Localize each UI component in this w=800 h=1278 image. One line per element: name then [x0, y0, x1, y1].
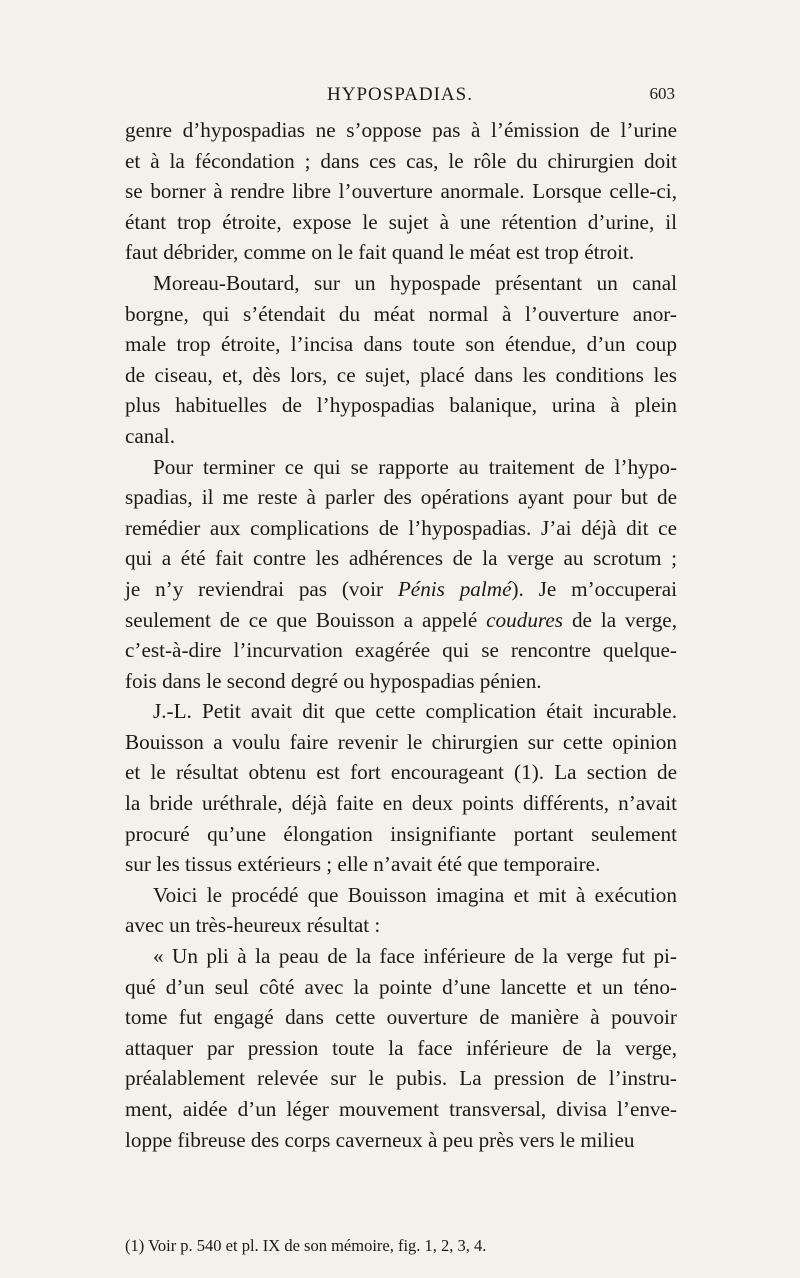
- paragraph: [125, 696, 677, 880]
- text-line: préalablement relevée sur le pubis. La pression de l’instru-: [125, 1066, 677, 1091]
- paragraph: [125, 452, 677, 697]
- text-line: avec un très-heureux résultat :: [125, 913, 381, 938]
- text-line: de ciseau, et, dès lors, ce sujet, placé dans les conditions les: [125, 362, 677, 387]
- text-line: qui a été fait contre les adhérences de la verge au scrotum ;: [125, 546, 677, 571]
- text-line: la bride uréthrale, déjà faite en deux points différents, n’avait: [125, 791, 677, 816]
- paragraph: [125, 115, 677, 268]
- text-line: ment, aidée d’un léger mouvement transversal, divisa l’enve-: [125, 1097, 677, 1121]
- text-line: se borner à rendre libre l’ouverture anormale. Lorsque celle-ci,: [125, 179, 677, 204]
- text-line: étant trop étroite, expose le sujet à une rétention d’urine, il: [125, 209, 677, 234]
- text-line: seulement de ce que Bouisson a appelé coudures de la verge,: [125, 607, 677, 632]
- text-line: remédier aux complications de l’hypospadias. J’ai déjà dit ce: [125, 515, 677, 540]
- text-line: genre d’hypospadias ne s’oppose pas à l’émission de l’urine: [125, 118, 677, 142]
- text-line: Moreau-Boutard, sur un hypospade présentant un canal: [153, 270, 677, 295]
- text-line: plus habituelles de l’hypospadias balanique, urina à plein: [125, 393, 677, 418]
- text-line: Bouisson a voulu faire revenir le chirurgien sur cette opinion: [125, 729, 677, 754]
- running-header: [125, 84, 675, 110]
- text-line: Pour terminer ce qui se rapporte au traitement de l’hypo-: [153, 454, 677, 479]
- text-line: Voici le procédé que Bouisson imagina et mit à exécution: [153, 882, 677, 907]
- text-line: borgne, qui s’étendait du méat normal à l’ouverture anor-: [125, 301, 677, 326]
- text-line: qué d’un seul côté avec la pointe d’une lancette et un téno-: [125, 974, 677, 999]
- running-title: HYPOSPADIAS.: [327, 84, 473, 105]
- text-line: spadias, il me reste à parler des opérations ayant pour but de: [125, 485, 677, 510]
- paragraph: [125, 941, 677, 1155]
- paragraph: [125, 268, 677, 452]
- text-line: « Un pli à la peau de la face inférieure de la verge fut pi-: [153, 944, 677, 969]
- body-text: [125, 115, 677, 1155]
- text-line: je n’y reviendrai pas (voir Pénis palmé). Je m’occuperai: [125, 576, 677, 601]
- page-number: 603: [649, 84, 675, 103]
- text-line: faut débrider, comme on le fait quand le méat est trop étroit.: [125, 240, 635, 265]
- text-line: et à la fécondation ; dans ces cas, le rôle du chirurgien doit: [125, 148, 677, 173]
- text-line: canal.: [125, 423, 175, 448]
- footnote: (1) Voir p. 540 et pl. IX de son mémoire, fig. 1, 2, 3, 4.: [125, 1236, 487, 1255]
- text-line: procuré qu’une élongation insignifiante portant seulement: [125, 821, 677, 846]
- text-line: sur les tissus extérieurs ; elle n’avait été que temporaire.: [125, 852, 601, 877]
- text-line: male trop étroite, l’incisa dans toute son étendue, d’un coup: [125, 332, 677, 357]
- text-line: c’est-à-dire l’incurvation exagérée qui se rencontre quelque-: [125, 638, 677, 663]
- text-line: J.-L. Petit avait dit que cette complication était incurable.: [153, 699, 677, 724]
- text-line: loppe fibreuse des corps caverneux à peu près vers le milieu: [125, 1127, 635, 1152]
- text-line: fois dans le second degré ou hypospadias pénien.: [125, 668, 542, 693]
- text-line: tome fut engagé dans cette ouverture de manière à pouvoir: [125, 1005, 677, 1030]
- paragraph: [125, 880, 677, 941]
- text-line: attaquer par pression toute la face inférieure de la verge,: [125, 1035, 677, 1060]
- text-line: et le résultat obtenu est fort encourageant (1). La section de: [125, 760, 677, 785]
